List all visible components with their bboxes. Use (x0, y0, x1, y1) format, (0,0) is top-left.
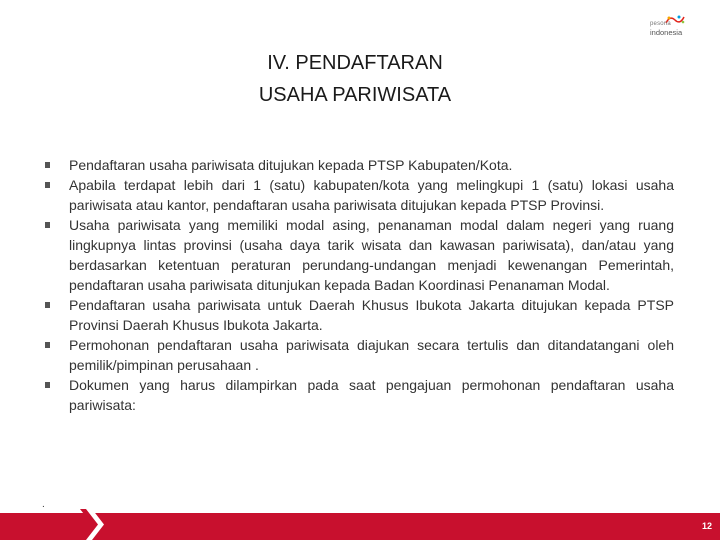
bullet-item (42, 335, 674, 375)
bullet-item (42, 295, 674, 335)
bullet-item (42, 155, 674, 175)
bullet-square-icon (45, 342, 50, 348)
bullet-item (42, 215, 674, 295)
bullet-text: Apabila terdapat lebih dari 1 (satu) kabupaten/kota yang melingkupi 1 (satu) lokasi usaha pariwisata atau kantor, pendaftaran usaha pariwisata ditujukan kepada PTSP Provinsi. (69, 177, 674, 213)
title-line-2: USAHA PARIWISATA (258, 84, 452, 106)
bullet-square-icon (45, 302, 50, 308)
chevron-right-icon (80, 509, 104, 540)
title-line-1: IV. PENDAFTARAN (267, 52, 443, 74)
bullet-text: Pendaftaran usaha pariwisata ditujukan kepada PTSP Kabupaten/Kota. (69, 157, 513, 173)
footer-bar (0, 513, 720, 540)
bullet-square-icon (45, 382, 50, 388)
bullet-text: Pendaftaran usaha pariwisata untuk Daerah Khusus Ibukota Jakarta ditujukan kepada PTSP Provinsi Daerah Khusus Ibukota Jakarta. (69, 297, 674, 333)
page-number: 12 (701, 521, 712, 531)
stray-dot: . (42, 499, 45, 510)
bullet-item (42, 175, 674, 215)
bullet-square-icon (45, 162, 50, 168)
pesona-indonesia-logo (650, 14, 700, 38)
bullet-item (42, 375, 674, 415)
logo-text-bottom: indonesia (650, 28, 683, 37)
bullet-list (42, 155, 674, 415)
logo-text-top: pesona (650, 21, 671, 27)
bullet-text: Dokumen yang harus dilampirkan pada saat pengajuan permohonan pendaftaran usaha pariwisata: (69, 377, 674, 413)
bullet-square-icon (45, 222, 50, 228)
bullet-square-icon (45, 182, 50, 188)
bullet-text: Permohonan pendaftaran usaha pariwisata diajukan secara tertulis dan ditandatangani oleh pemilik/pimpinan perusahaan . (69, 337, 674, 373)
bullet-text: Usaha pariwisata yang memiliki modal asing, penanaman modal dalam negeri yang ruang lingkupnya lintas provinsi (usaha daya tarik wisata dan kawasan pariwisata), dan/atau yang berdasarkan ketentuan peraturan perundang-undangan menjadi kewenangan Pemerintah, pendaftaran usaha pariwisata ditunjukan kepada Badan Koordinasi Penanaman Modal. (69, 217, 674, 293)
page-title (0, 47, 710, 111)
